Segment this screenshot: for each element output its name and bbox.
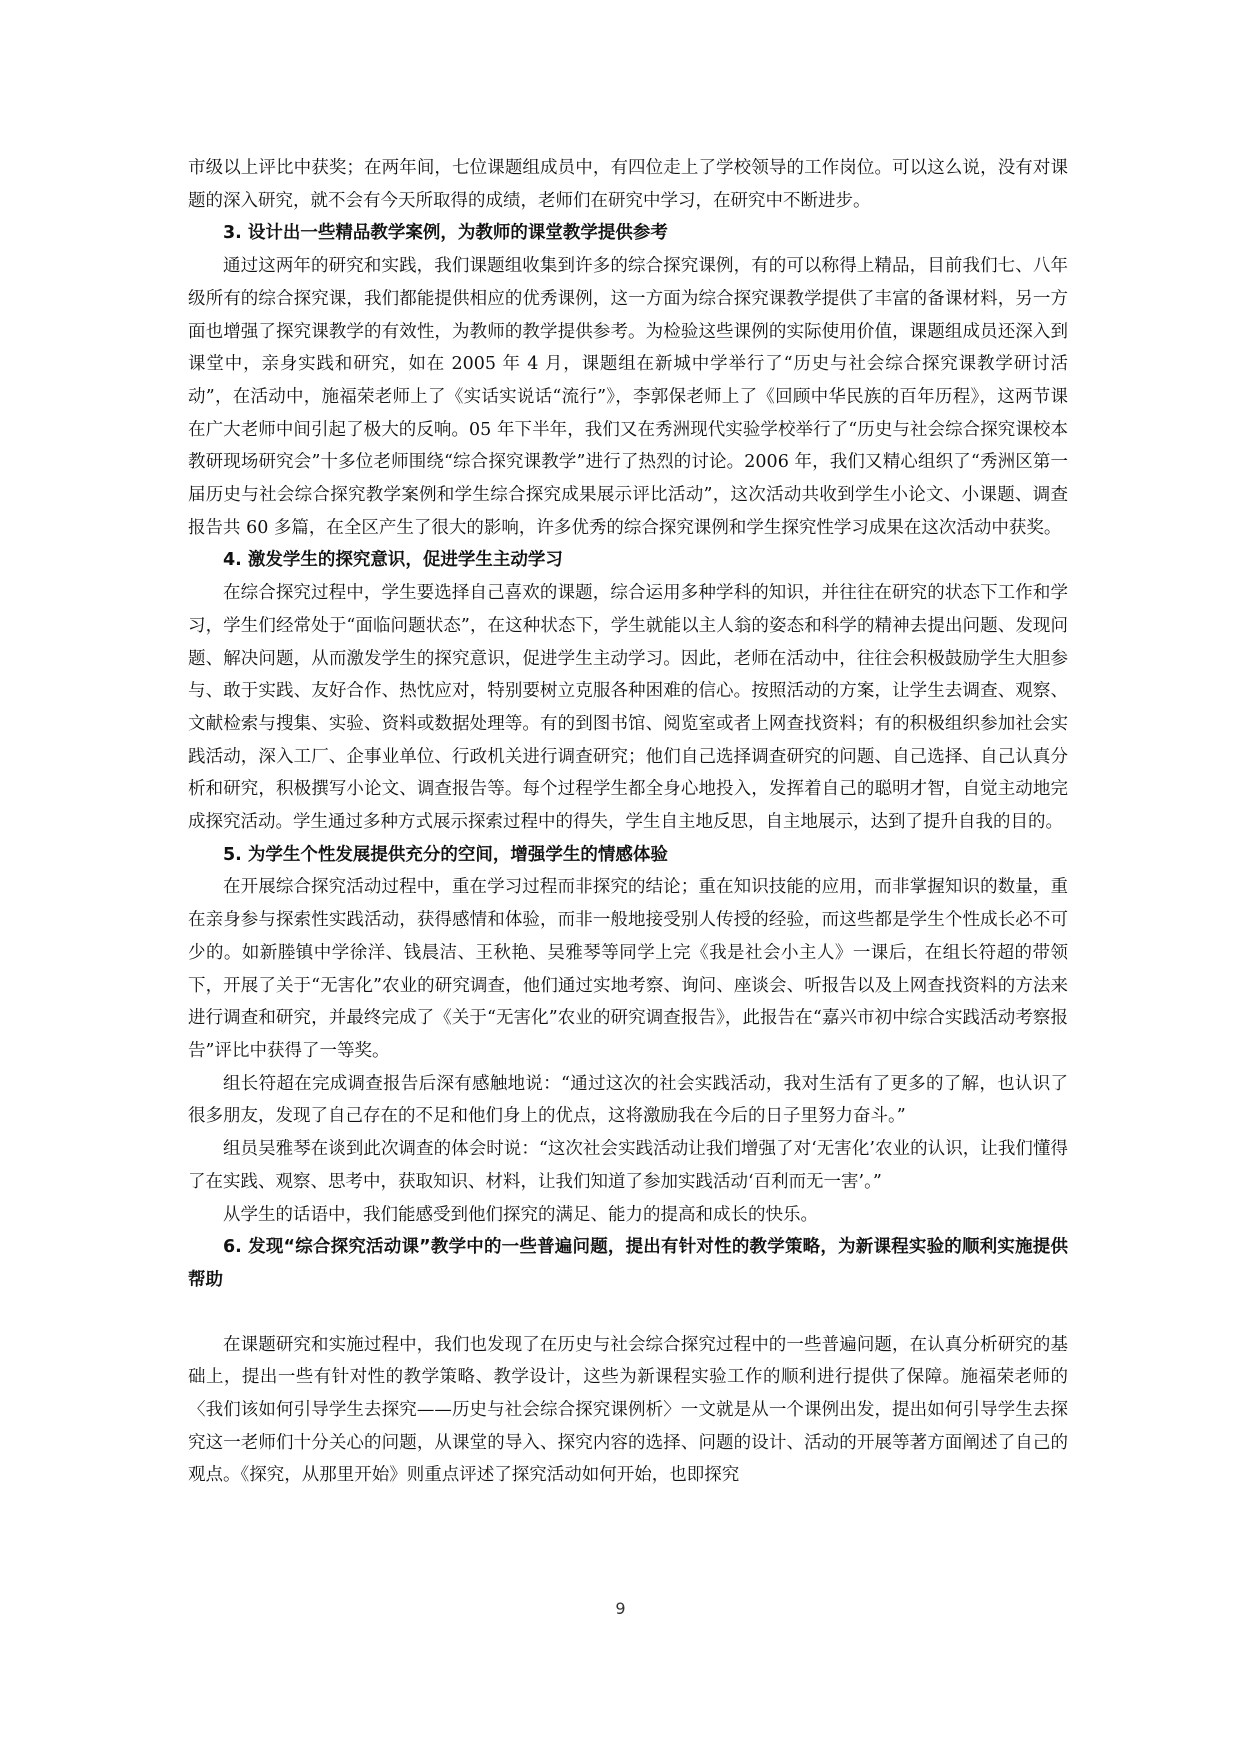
paragraph-leader-quote: 组长符超在完成调查报告后深有感触地说：“通过这次的社会实践活动，我对生活有了更多的了解，也认识了很多朋友，发现了自己存在的不足和他们身上的优点，这将激励我在今后的日子里努力奋斗。” xyxy=(188,1073,1068,1127)
section-heading-5: 5. 为学生个性发展提供充分的空间，增强学生的情感体验 xyxy=(223,844,668,865)
page-number: 9 xyxy=(615,1599,626,1618)
paragraph-teaching-cases: 通过这两年的研究和实践，我们课题组收集到许多的综合探究课例，有的可以称得上精品，目前我们七、八年级所有的综合探究课，我们都能提供相应的优秀课例，这一方面为综合探究课教学提供了丰富的备课材料，另一方面也增强了探究课教学的有效性，为教师的教学提供参考。为检验这些课例的实际使用价值，课题组成员还深入到课堂中，亲身实践和研究，如在 2005 年 4 月，课题组在新城中学举行了“历史与社会综合探究课教学研讨活动”，在活动中，施福荣老师上了《实话实说话“流行”》，李郭保老师上了《回顾中华民族的百年历程》，这两节课在广大老师中间引起了极大的反响。05 年下半年，我们又在秀洲现代实验学校举行了“历史与社会综合探究课校本教研现场研究会”十多位老师围绕“综合探究课教学”进行了热烈的讨论。2006 年，我们又精心组织了“秀洲区第一届历史与社会综合探究教学案例和学生综合探究成果展示评比活动”，这次活动共收到学生小论文、小课题、调查报告共 60 多篇，在全区产生了很大的影响，许多优秀的综合探究课例和学生探究性学习成果在这次活动中获奖。 xyxy=(188,256,1068,538)
paragraph-continued: 市级以上评比中获奖；在两年间，七位课题组成员中，有四位走上了学校领导的工作岗位。可以这么说，没有对课题的深入研究，就不会有今天所取得的成绩，老师们在研究中学习，在研究中不断进步。 xyxy=(188,158,1068,211)
paragraph-common-problems: 在课题研究和实施过程中，我们也发现了在历史与社会综合探究过程中的一些普遍问题，在认真分析研究的基础上，提出一些有针对性的教学策略、教学设计，这些为新课程实验工作的顺利进行提供了保障。施福荣老师的〈我们该如何引导学生去探究——历史与社会综合探究课例析〉一文就是从一个课例出发，提出如何引导学生去探究这一老师们十分关心的问题，从课堂的导入、探究内容的选择、问题的设计、活动的开展等著方面阐述了自己的观点。《探究，从那里开始》则重点评述了探究活动如何开始，也即探究 xyxy=(188,1334,1068,1486)
paragraph-member-quote: 组员吴雅琴在谈到此次调查的体会时说：“这次社会实践活动让我们增强了对‘无害化’农业的认识，让我们懂得了在实践、观察、思考中，获取知识、材料，让我们知道了参加实践活动‘百利而无一害’。” xyxy=(188,1139,1068,1192)
section-heading-3: 3. 设计出一些精品教学案例，为教师的课堂教学提供参考 xyxy=(223,223,668,244)
page-body xyxy=(188,152,1068,1492)
section-heading-6: 6. 发现“综合探究活动课”教学中的一些普遍问题，提出有针对性的教学策略，为新课程实验的顺利实施提供帮助 xyxy=(188,1237,1068,1290)
paragraph-inquiry-awareness: 在综合探究过程中，学生要选择自己喜欢的课题，综合运用多种学科的知识，并往往在研究的状态下工作和学习，学生们经常处于“面临问题状态”，在这种状态下，学生就能以主人翁的姿态和科学的精神去提出问题、发现问题、解决问题，从而激发学生的探究意识，促进学生主动学习。因此，老师在活动中，往往会积极鼓励学生大胆参与、敢于实践、友好合作、热忱应对，特别要树立克服各种困难的信心。按照活动的方案，让学生去调查、观察、文献检索与搜集、实验、资料或数据处理等。有的到图书馆、阅览室或者上网查找资料；有的积极组织参加社会实践活动，深入工厂、企事业单位、行政机关进行调查研究；他们自己选择调查研究的问题、自己选择、自己认真分析和研究，积极撰写小论文、调查报告等。每个过程学生都全身心地投入，发挥着自己的聪明才智，自觉主动地完成探究活动。学生通过多种方式展示探索过程中的得失，学生自主地反思，自主地展示，达到了提升自我的目的。 xyxy=(188,583,1068,833)
paragraph-student-words: 从学生的话语中，我们能感受到他们探究的满足、能力的提高和成长的快乐。 xyxy=(223,1204,818,1225)
paragraph-personality-development: 在开展综合探究活动过程中，重在学习过程而非探究的结论；重在知识技能的应用，而非掌握知识的数量，重在亲身参与探索性实践活动，获得感情和体验，而非一般地接受别人传授的经验，而这些都是学生个性成长必不可少的。如新塍镇中学徐洋、钱晨洁、王秋艳、吴雅琴等同学上完《我是社会小主人》一课后，在组长符超的带领下，开展了关于“无害化”农业的研究调查，他们通过实地考察、询问、座谈会、听报告以及上网查找资料的方法来进行调查和研究，并最终完成了《关于“无害化”农业的研究调查报告》，此报告在“嘉兴市初中综合实践活动考察报告”评比中获得了一等奖。 xyxy=(188,877,1068,1061)
paragraph-gap xyxy=(188,1297,1068,1329)
section-heading-4: 4. 激发学生的探究意识，促进学生主动学习 xyxy=(223,550,563,571)
